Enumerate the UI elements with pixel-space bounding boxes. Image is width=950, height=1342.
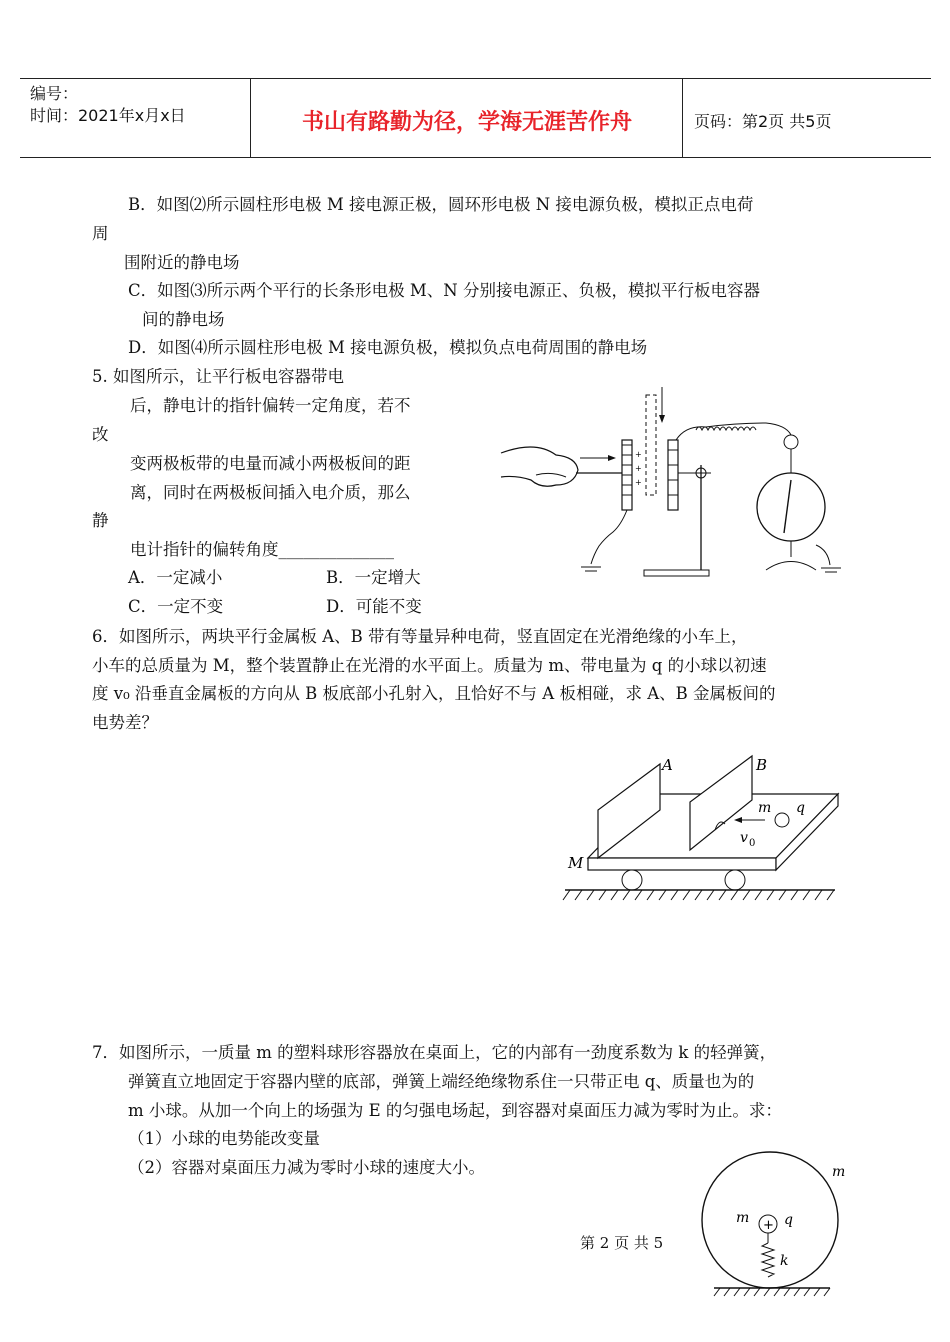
q4-option-c-line1: C．如图⑶所示两个平行的长条形电极 M、N 分别接电源正、负极，模拟平行板电容器 [128, 281, 760, 300]
label-m: m [758, 800, 772, 816]
svg-text:+: + [635, 464, 642, 473]
q4-option-b-line2: 围附近的静电场 [124, 253, 240, 272]
label-k: k [780, 1253, 789, 1269]
q5-line5: 电计指针的偏转角度______________ [130, 540, 394, 559]
motto: 书山有路勤为径，学海无涯苦作舟 [301, 109, 632, 135]
label-m-outer: m [832, 1164, 846, 1180]
q6-line2: 小车的总质量为 M，整个装置静止在光滑的水平面上。质量为 m、带电量为 q 的小球以初速 [92, 656, 767, 675]
charged-ball [775, 813, 789, 827]
q5-option-a: A．一定减小 [128, 568, 223, 587]
plus-sign: + [763, 1218, 774, 1233]
cart-body [588, 858, 776, 870]
stand-base [644, 570, 709, 576]
page-label: 页码：第2页 共5页 [694, 112, 832, 131]
svg-text:+: + [635, 478, 642, 487]
wheel [725, 870, 745, 890]
electrometer-knob [784, 435, 798, 449]
q5-line1: 5. 如图所示，让平行板电容器带电 [92, 367, 344, 386]
page-footer: 第 2 页 共 5 [580, 1234, 664, 1252]
q5-line3: 变两极板带的电量而减小两极板间的距 [130, 454, 411, 473]
q5-line4: 离，同时在两极板间插入电介质，那么 [130, 483, 411, 502]
cart-figure [560, 750, 840, 910]
label-b: B [756, 756, 768, 774]
q7-part2: （2）容器对桌面压力减为零时小球的速度大小。 [128, 1158, 485, 1177]
q5-line2-wrap: 改 [92, 425, 109, 444]
label-q: q [796, 800, 805, 816]
page-header [20, 78, 931, 158]
q5-option-c: C．一定不变 [128, 597, 224, 616]
q7-line2: 弹簧直立地固定于容器内壁的底部，弹簧上端经绝缘物系住一只带正电 q、质量也为的 [128, 1072, 755, 1091]
label-v: v [740, 830, 748, 846]
time-label: 时间：2021年x月x日 [30, 106, 186, 125]
q5-line2: 后，静电计的指针偏转一定角度，若不 [130, 396, 411, 415]
label-v-subscript: 0 [749, 838, 756, 849]
q6-line1: 6．如图所示，两块平行金属板 A、B 带有等量异种电荷，竖直固定在光滑绝缘的小车上， [92, 627, 748, 646]
header-divider [682, 79, 683, 157]
q5-option-b: B．一定增大 [326, 568, 421, 587]
q6-line3: 度 v₀ 沿垂直金属板的方向从 B 板底部小孔射入，且恰好不与 A 板相碰，求 A、B 金属板间的 [92, 684, 776, 703]
label-a: A [662, 756, 673, 774]
q5-line4-wrap: 静 [92, 511, 109, 530]
header-divider [250, 79, 251, 157]
sphere-spring-figure [700, 1148, 870, 1308]
q4-option-b-line1: B．如图⑵所示圆柱形电极 M 接电源正极，圆环形电极 N 接电源负极，模拟正点电荷 [128, 195, 754, 214]
header-meta [30, 83, 186, 127]
svg-text:+: + [635, 450, 642, 459]
arrow-right-icon [608, 455, 616, 461]
q7-line3: m 小球。从加一个向上的场强为 E 的匀强电场起，到容器对桌面压力减为零时为止。求： [128, 1101, 782, 1120]
electrometer-figure [496, 385, 856, 585]
q4-option-d: D．如图⑷所示圆柱形电极 M 接电源负极，模拟负点电荷周围的静电场 [128, 338, 648, 357]
q4-option-c-line2: 间的静电场 [142, 310, 225, 329]
q7-line1: 7．如图所示，一质量 m 的塑料球形容器放在桌面上，它的内部有一劲度系数为 k 的轻弹簧， [92, 1043, 777, 1062]
hand-icon [501, 447, 578, 486]
dielectric-slab [646, 395, 656, 495]
wheel [622, 870, 642, 890]
number-label: 编号： [30, 84, 79, 103]
q7-part1: （1）小球的电势能改变量 [128, 1129, 320, 1148]
label-M: M [568, 854, 584, 872]
q6-line4: 电势差？ [92, 713, 158, 732]
label-m-inner: m [736, 1210, 750, 1226]
arrow-down-icon [659, 415, 665, 423]
q4-option-b-wrap: 周 [92, 224, 109, 243]
q5-option-d: D．可能不变 [326, 597, 422, 616]
label-q: q [784, 1212, 793, 1228]
connecting-wire [676, 423, 791, 440]
